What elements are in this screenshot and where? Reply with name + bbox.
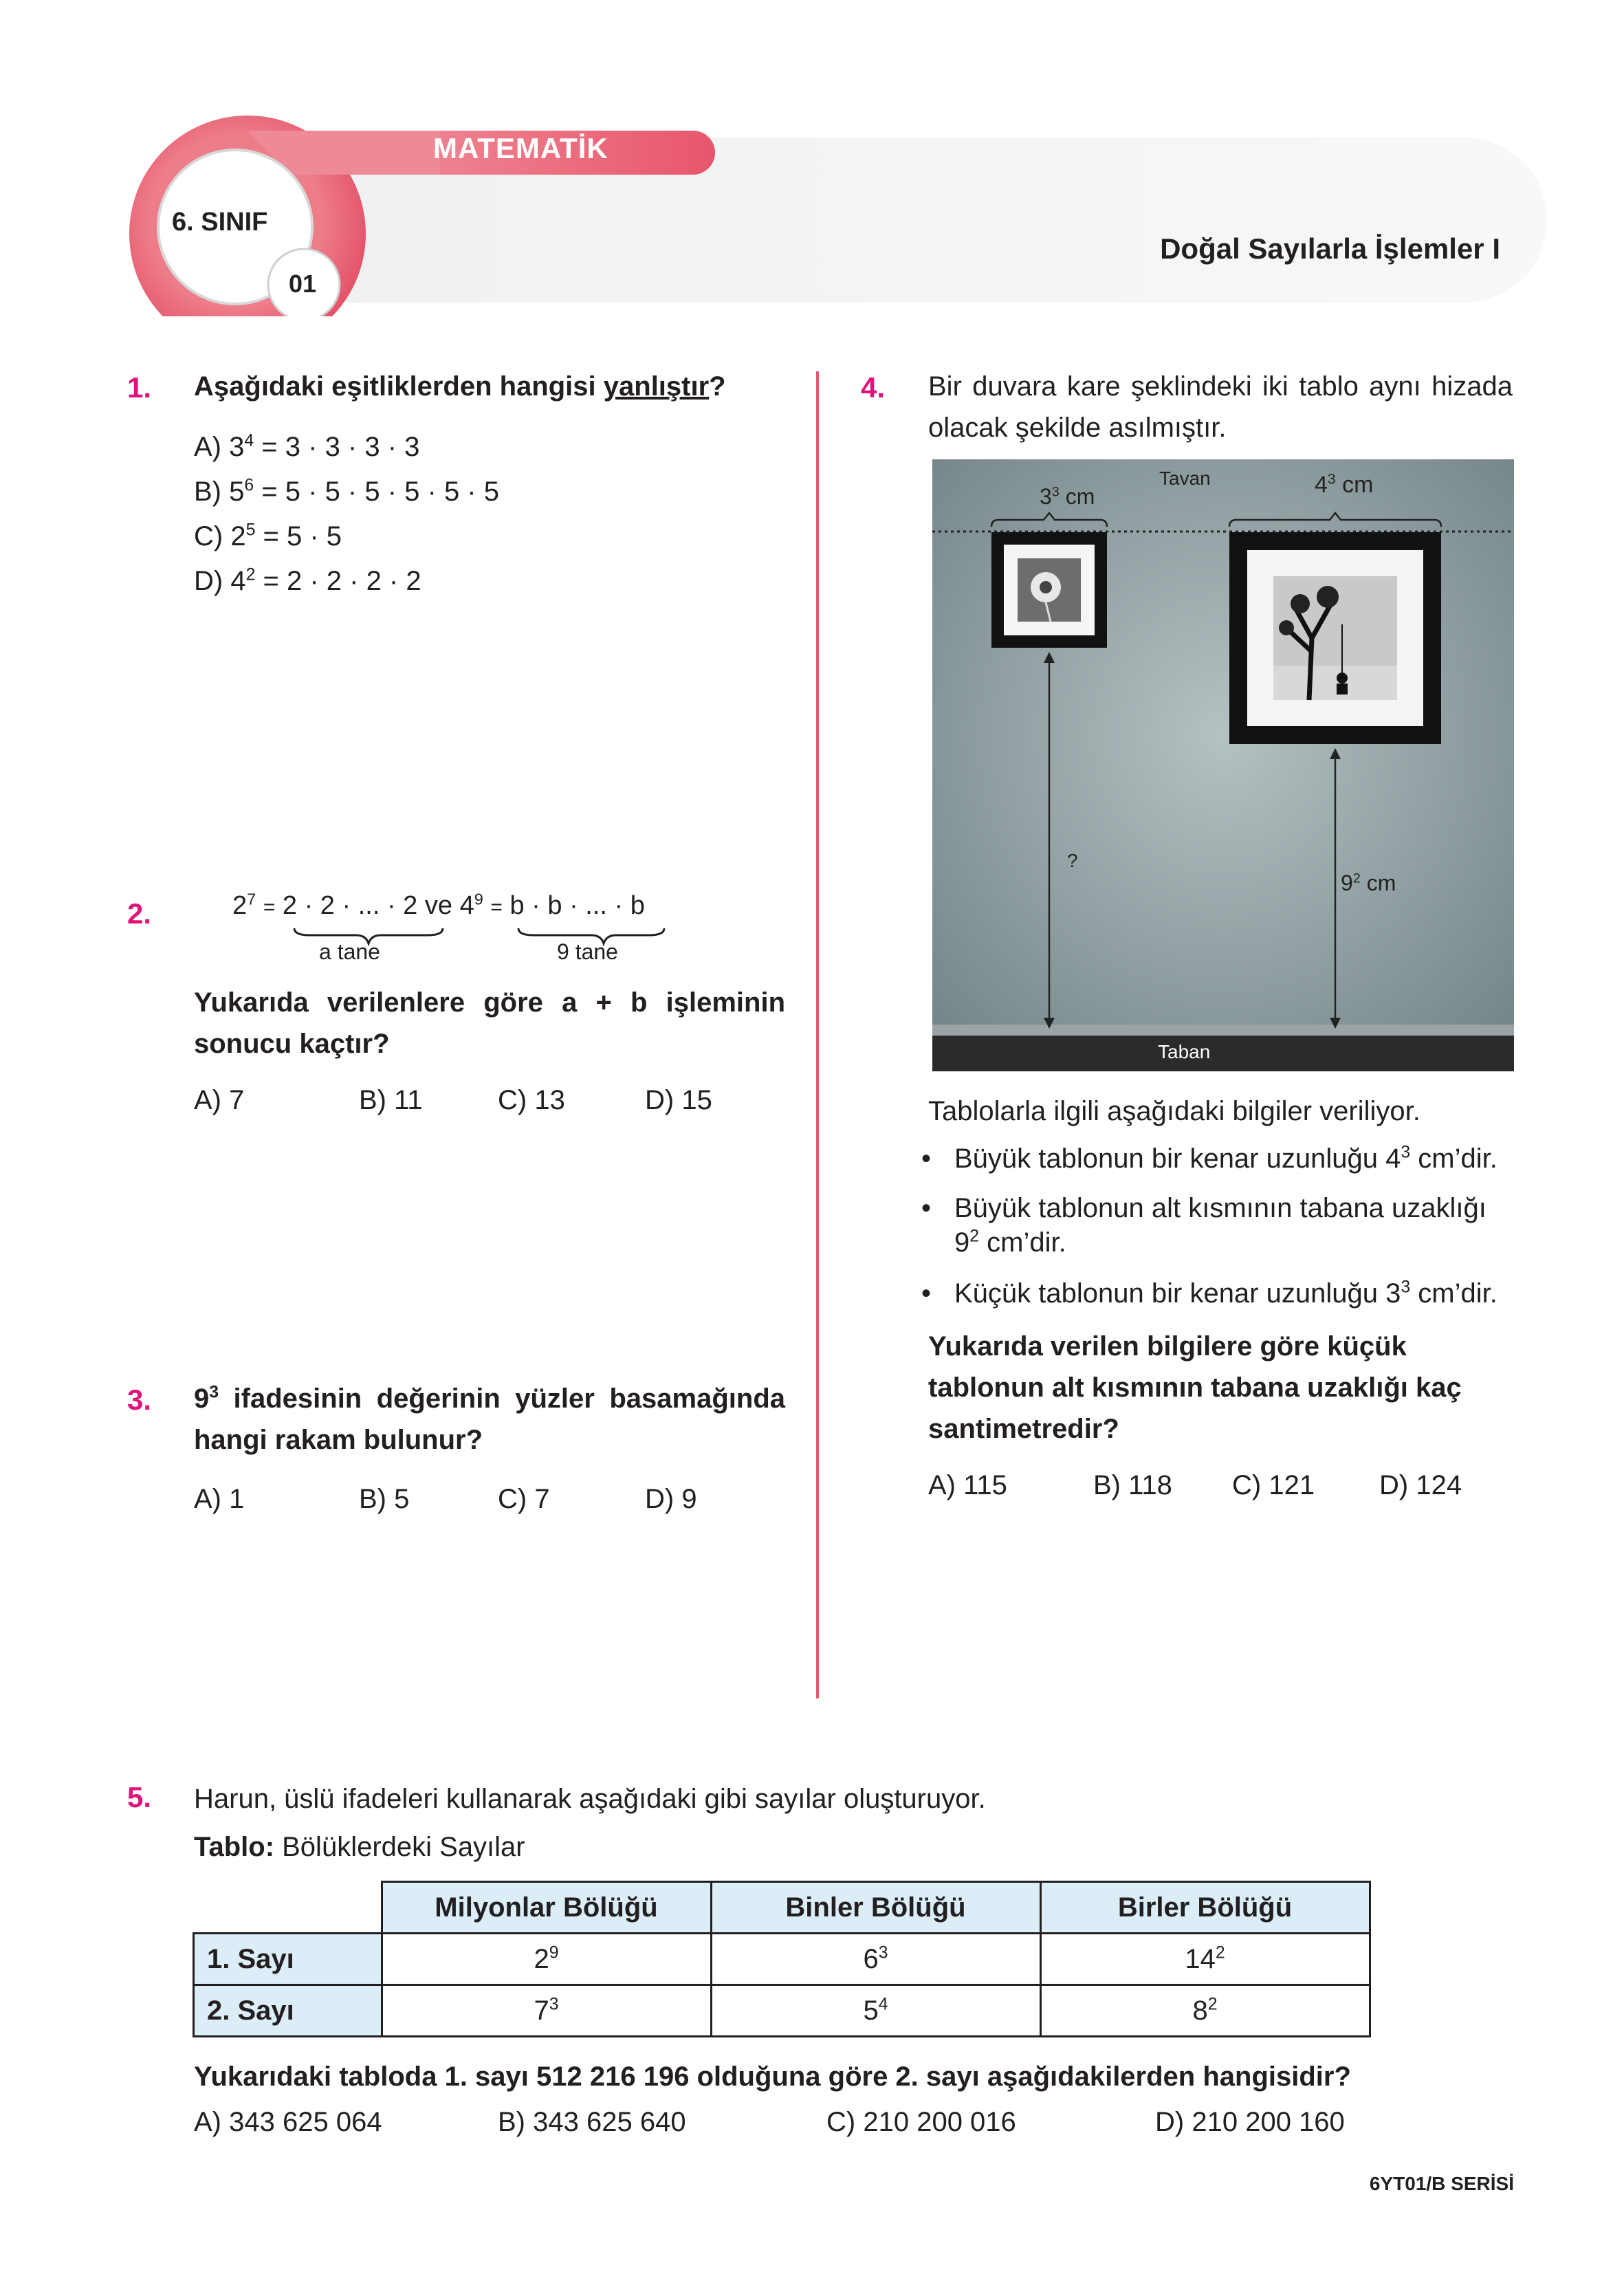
question-number: 3. (127, 1384, 152, 1416)
column-divider (816, 371, 819, 1698)
question-number: 2. (127, 897, 152, 930)
question-intro: Bir duvara kare şeklindeki iki tablo aynı hizada olacak şekilde asılmıştır. (928, 371, 1513, 443)
header-thousands: Binler Bölüğü (711, 1882, 1040, 1934)
ceiling-label: Tavan (1159, 468, 1211, 489)
bullet-icon: • (921, 1193, 932, 1223)
option-d[interactable]: D) $4^2 = 2 \cdot 2 \cdot 2 \cdot 2$ (194, 565, 421, 596)
big-frame-size: $4^3$ cm (1315, 471, 1374, 498)
exponent-expression: $2^7 = 2 \cdot 2$ · ... · 2 ve $4^9 = b \cdot b$ · ... · b (232, 890, 645, 920)
header-ones: Birler Bölüğü (1040, 1882, 1370, 1934)
question-number: 4. (861, 371, 886, 404)
table-cell: $7^3$ (382, 1985, 711, 2037)
option-c[interactable]: C) 121 (1232, 1470, 1315, 1500)
option-a[interactable]: A) 7 (194, 1085, 245, 1115)
stem-end: ? (709, 371, 726, 402)
unknown-distance: ? (1067, 850, 1078, 871)
question-intro: Harun, üslü ifadeleri kullanarak aşağıdaki gibi sayılar oluşturuyor. (194, 1784, 986, 1814)
question-stem (194, 366, 785, 407)
option-d[interactable]: D) 124 (1379, 1470, 1462, 1500)
bullet-item: • Büyük tablonun bir kenar uzunluğu $4^3$ cm’dir. (921, 1141, 1513, 1176)
table-cell: $8^2$ (1040, 1985, 1370, 2037)
table-row (194, 1985, 1370, 2037)
question-stem: Yukarıda verilen bilgilere göre küçük tablonun alt kısmının tabana uzaklığı kaç santimetredir? (928, 1331, 1462, 1444)
stem-text: Aşağıdaki eşitliklerden hangisi (194, 371, 604, 402)
grade-label: 6. SINIF (172, 208, 268, 237)
bullet-item: • Büyük tablonun alt kısmının tabana uzaklığı $9^2$ cm’dir. (921, 1191, 1513, 1260)
subject-label: MATEMATİK (433, 132, 608, 164)
small-frame (991, 532, 1107, 648)
option-c[interactable]: C) $2^5 = 5 \cdot 5$ (194, 521, 342, 551)
option-d[interactable]: D) 210 200 160 (1155, 2107, 1345, 2137)
question-stem: $9^3$ ifadesinin değerinin yüzler basamağında hangi rakam bulunur? (194, 1383, 785, 1455)
bullet-item: • Küçük tablonun bir kenar uzunluğu $3^3$ cm’dir. (921, 1276, 1513, 1311)
option-b[interactable]: B) 11 (359, 1085, 423, 1115)
big-frame (1229, 532, 1441, 744)
header (0, 0, 1624, 316)
bullet-icon: • (921, 1278, 932, 1309)
floor-label: Taban (1158, 1041, 1211, 1062)
wall-illustration (932, 459, 1514, 1071)
topic-title: Doğal Sayılarla İşlemler I (1160, 232, 1500, 265)
wall-figure (932, 459, 1514, 1071)
question-number: 1. (127, 371, 152, 404)
question-stem: Yukarıdaki tabloda 1. sayı 512 216 196 olduğuna göre 2. sayı aşağıdakilerden hangisidir? (194, 2062, 1351, 2092)
row-label: 2. Sayı (194, 1985, 382, 2037)
question-stem: Yukarıda verilenlere göre a + b işleminin sonucu kaçtır? (194, 987, 785, 1059)
table-cell: $6^3$ (711, 1934, 1040, 1985)
table-caption: Tablo: Bölüklerdeki Sayılar (194, 1832, 525, 1862)
option-a[interactable]: A) 1 (194, 1484, 245, 1514)
question-number: 5. (127, 1781, 152, 1813)
table-cell: $2^9$ (382, 1934, 711, 1985)
series-code: 6YT01/B SERİSİ (1369, 2173, 1514, 2194)
header-millions: Milyonlar Bölüğü (382, 1882, 711, 1934)
option-a[interactable]: A) 115 (928, 1470, 1007, 1500)
big-frame-distance: $9^2$ cm (1341, 871, 1396, 895)
option-a[interactable]: A) $3^4 = 3 \cdot 3 \cdot 3 \cdot 3$ (194, 431, 420, 462)
option-a[interactable]: A) 343 625 064 (194, 2107, 382, 2137)
row-label: 1. Sayı (194, 1934, 382, 1985)
info-intro: Tablolarla ilgili aşağıdaki bilgiler veriliyor. (928, 1096, 1420, 1126)
option-c[interactable]: C) 210 200 016 (826, 2107, 1016, 2137)
option-b[interactable]: B) 343 625 640 (498, 2107, 686, 2137)
option-b[interactable]: B) 5 (359, 1484, 410, 1514)
brace-label-a: a tane (319, 939, 380, 964)
stem-underlined: yanlıştır (603, 371, 710, 402)
header-banner (0, 0, 1624, 316)
option-c[interactable]: C) 7 (498, 1484, 550, 1514)
option-d[interactable]: D) 9 (645, 1484, 697, 1514)
table-cell: $14^2$ (1040, 1934, 1370, 1985)
bullet-icon: • (921, 1144, 932, 1174)
option-c[interactable]: C) 13 (498, 1085, 565, 1115)
option-b[interactable]: B) $5^6 = 5 \cdot 5 \cdot 5 \cdot 5 \cdot 5 \cdot 5$ (194, 476, 499, 507)
brace-label-9: 9 tane (557, 939, 618, 964)
option-d[interactable]: D) 15 (645, 1085, 712, 1115)
option-b[interactable]: B) 118 (1093, 1470, 1172, 1500)
table-row (194, 1934, 1370, 1985)
table-cell: $5^4$ (711, 1985, 1040, 2037)
number-table (193, 1881, 1371, 2037)
floor-strip (932, 1036, 1514, 1071)
test-number: 01 (289, 270, 317, 298)
small-frame-size: $3^3$ cm (1040, 484, 1095, 509)
